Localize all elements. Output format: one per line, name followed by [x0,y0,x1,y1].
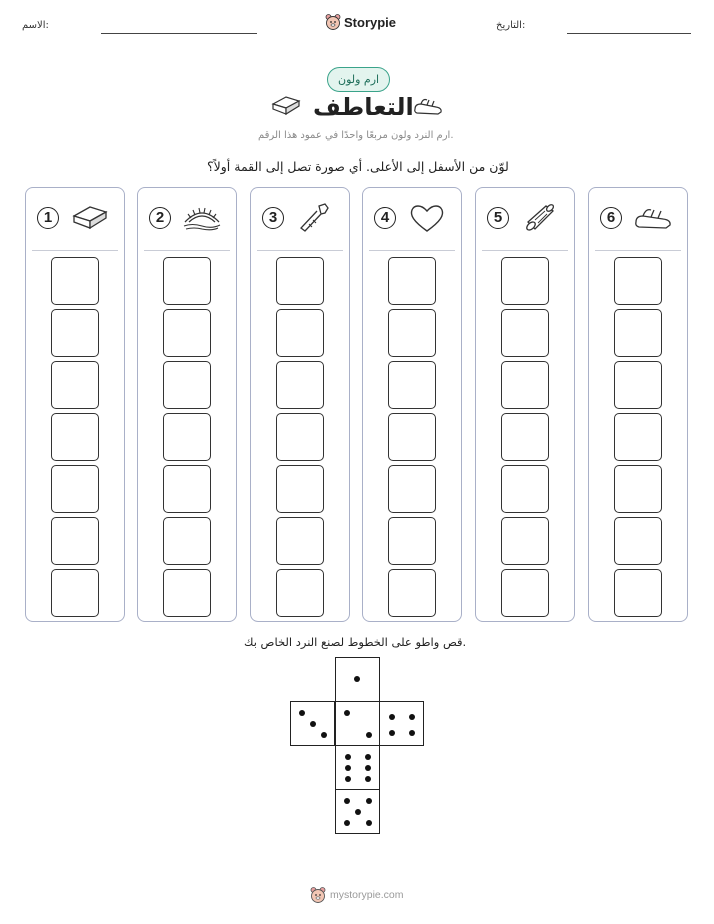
column-divider [257,250,343,251]
color-square[interactable] [276,257,324,305]
color-square[interactable] [276,517,324,565]
dice-face [335,745,380,790]
wrench-icon [295,202,335,234]
dice-pip [366,820,372,826]
color-square[interactable] [614,569,662,617]
dice-pip [409,714,415,720]
dice-pip [344,798,350,804]
color-square[interactable] [51,465,99,513]
date-label: التاريخ: [496,20,526,31]
column-number: 3 [262,207,284,229]
color-square[interactable] [388,309,436,357]
column-number: 2 [149,207,171,229]
dice-pip [310,721,316,727]
dice-pip [355,809,361,815]
footer-url[interactable]: mystorypie.com [330,889,404,901]
color-square[interactable] [388,361,436,409]
color-square[interactable] [51,361,99,409]
dice-pip [354,676,360,682]
dice-column-5 [475,187,575,622]
color-square[interactable] [51,517,99,565]
footer [310,886,404,904]
column-divider [144,250,230,251]
dice-pip [365,776,371,782]
dice-face [290,701,335,746]
dice-column-4 [362,187,462,622]
color-square[interactable] [163,465,211,513]
color-square[interactable] [163,257,211,305]
column-divider [482,250,568,251]
dice-face [335,657,380,702]
dice-face [335,701,380,746]
color-square[interactable] [51,413,99,461]
color-square[interactable] [614,361,662,409]
color-square[interactable] [614,465,662,513]
name-field-line[interactable] [101,33,257,34]
dice-column-2 [137,187,237,622]
color-square[interactable] [388,569,436,617]
color-square[interactable] [388,517,436,565]
color-square[interactable] [276,569,324,617]
color-square[interactable] [614,517,662,565]
color-square[interactable] [276,309,324,357]
color-square[interactable] [51,569,99,617]
subtitle: ارم النرد ولون مربعًا واحدًا في عمود هذا الرقم. [258,130,454,141]
dice-pip [389,714,395,720]
color-square[interactable] [501,257,549,305]
color-square[interactable] [501,465,549,513]
date-field-line[interactable] [567,33,691,34]
book-icon [70,202,110,234]
color-square[interactable] [614,257,662,305]
scroll-icon [520,202,560,234]
color-square[interactable] [163,569,211,617]
color-square[interactable] [51,309,99,357]
heart-icon [407,202,447,234]
color-square[interactable] [163,361,211,409]
dice-column-3 [250,187,350,622]
column-number: 4 [374,207,396,229]
color-square[interactable] [388,413,436,461]
name-label: الاسم: [22,20,49,31]
dice-pip [365,765,371,771]
column-number: 1 [37,207,59,229]
activity-badge: ارم ولون [327,67,390,92]
color-square[interactable] [388,257,436,305]
dice-pip [345,765,351,771]
color-square[interactable] [501,517,549,565]
column-number: 6 [600,207,622,229]
brand-name: Storypie [344,14,397,30]
column-number: 5 [487,207,509,229]
color-square[interactable] [276,413,324,461]
column-divider [32,250,118,251]
dice-pip [344,820,350,826]
dice-face [379,701,424,746]
color-square[interactable] [501,569,549,617]
dice-face [335,789,380,834]
column-divider [369,250,455,251]
color-square[interactable] [163,309,211,357]
question: لوّن من الأسفل إلى الأعلى. أي صورة تصل إلى القمة أولاً؟ [207,159,509,174]
dice-pip [321,732,327,738]
sandal-icon [412,94,444,118]
dice-pip [366,732,372,738]
dice-pip [345,776,351,782]
dice-pip [366,798,372,804]
storypie-mascot-icon [325,13,341,31]
dice-pip [344,710,350,716]
color-square[interactable] [614,309,662,357]
dice-column-1 [25,187,125,622]
color-square[interactable] [501,309,549,357]
dice-pip [345,754,351,760]
cut-instruction: قص واطو على الخطوط لصنع النرد الخاص بك. [244,635,467,649]
bridge-icon [182,202,222,234]
color-square[interactable] [163,413,211,461]
book-icon [270,94,302,118]
color-square[interactable] [501,361,549,409]
color-square[interactable] [614,413,662,461]
dice-column-6 [588,187,688,622]
page-title: التعاطف [313,93,414,121]
dice-pip [409,730,415,736]
color-square[interactable] [276,361,324,409]
brand-logo [325,13,396,31]
storypie-mascot-icon [310,886,326,904]
color-square[interactable] [51,257,99,305]
column-divider [595,250,681,251]
dice-pip [389,730,395,736]
dice-pip [299,710,305,716]
color-square[interactable] [276,465,324,513]
dice-pip [365,754,371,760]
color-square[interactable] [388,465,436,513]
sandal-icon [633,202,673,234]
color-square[interactable] [501,413,549,461]
color-square[interactable] [163,517,211,565]
